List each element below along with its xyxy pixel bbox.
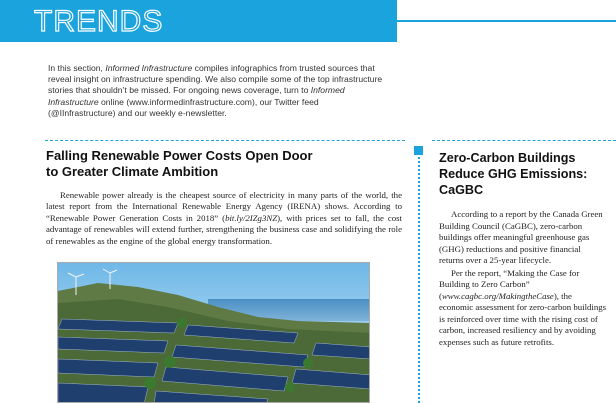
section-divider: [432, 140, 616, 141]
headline-line: CaGBC: [439, 183, 484, 197]
headline-line: to Greater Climate Ambition: [46, 164, 219, 179]
section-header-bar: [0, 0, 397, 42]
intro-paragraph: [48, 63, 388, 119]
right-article-headline: [439, 150, 609, 198]
header-rule: [397, 20, 616, 22]
body-text: Renewable power already is the cheapest source of electricity in many parts of the world, the latest report from the International Renewable Energy Agency (IRENA) shows. According to “Renewable Power Generation Costs in 2018” (: [46, 190, 402, 223]
body-text: Per the report, “Making the Case for Building to Zero Carbon” (: [439, 267, 580, 301]
body-paragraph: [439, 268, 607, 349]
column-marker-square: [414, 146, 423, 155]
intro-publication: Informed Infrastructure: [105, 63, 193, 73]
column-divider: [418, 148, 420, 403]
headline-line: Falling Renewable Power Costs Open Door: [46, 148, 313, 163]
solar-farm-illustration: [58, 263, 370, 403]
report-link[interactable]: www.cagbc.org/MakingtheCase: [441, 290, 554, 301]
body-paragraph: According to a report by the Canada Green Building Council (CaGBC), zero-carbon buildings offer meaningful greenhouse gas (GHG) reductions and positive financial returns over a 25-year lifecycle.: [439, 209, 603, 265]
solar-farm-photo: [57, 262, 370, 403]
intro-text: In this section,: [48, 63, 106, 73]
left-article-headline: [46, 148, 386, 180]
headline-line: Reduce GHG Emissions:: [439, 167, 588, 181]
left-article-body: [46, 190, 402, 247]
section-title: TRENDS: [34, 5, 164, 38]
body-text: ), with prices set to fall, the cost advantage of renewables will extend further, strengthening the business case and solidifying the role of renewables as the engine of the global energy transformation.: [46, 212, 402, 246]
intro-publication: Informed Infrastructure: [48, 85, 345, 107]
intro-text: online (www.informedinfrastructure.com), our Twitter feed (@IInfrastructure) and our weekly e-newsletter.: [48, 96, 319, 118]
intro-text: compiles infographics from trusted sources that reveal insight on infrastructure spending. We also compile some of the top infrastructure stories that shouldn’t be missed. For ongoing news coverage, turn to: [48, 63, 383, 96]
section-divider: [45, 140, 405, 141]
headline-line: Zero-Carbon Buildings: [439, 151, 576, 165]
right-article-body: [439, 209, 607, 349]
report-link[interactable]: bit.ly/2IZg3NZ: [225, 212, 278, 223]
body-text: ), the economic assessment for zero-carbon buildings is reinforced over time with the rising cost of carbon, increased resiliency and by avoiding expenses such as future retrofits.: [439, 290, 607, 347]
